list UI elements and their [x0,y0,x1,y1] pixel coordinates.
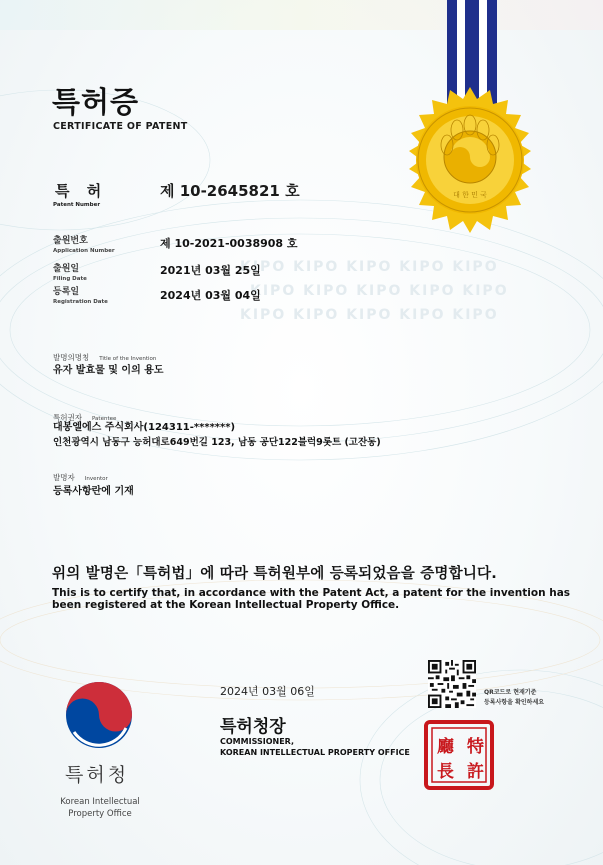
invention-label: 발명의명칭 [53,353,90,362]
patent-number-label-en: Patent Number [53,202,101,208]
declaration-en: This is to certify that, in accordance with the Patent Act, a patent for the invention has been registered at the Korean Intellectual Property Office. [52,587,571,611]
svg-text:KIPO KIPO KIPO KIPO KIPO: KIPO KIPO KIPO KIPO KIPO [240,259,499,275]
inventor-label: 발명자 [53,473,75,482]
kipo-logo-icon [64,680,134,750]
office-name: 특허청 [65,764,130,786]
svg-text:特: 特 [467,737,484,757]
svg-text:許: 許 [467,762,484,782]
commissioner-en-line1: COMMISSIONER, [220,737,295,746]
gold-medal-icon [395,85,545,235]
svg-text:長: 長 [437,762,454,782]
filing-date-label: 출원일 [53,264,80,274]
inventor-value: 등록사항란에 기재 [53,486,134,497]
commissioner-title: 특허청장 [220,717,286,737]
svg-text:KIPO KIPO KIPO KIPO KIPO: KIPO KIPO KIPO KIPO KIPO [250,283,509,299]
svg-text:廳: 廳 [437,737,454,757]
kipo-watermark [240,255,540,345]
patentee-label-en: Patentee [91,416,117,422]
commissioner-title-en [220,736,410,758]
qr-note-line1: QR코드로 현재기준 [484,689,537,696]
application-number-label-en: Application Number [53,248,115,254]
qr-code-icon[interactable] [428,660,476,708]
invention-title: 유자 발효물 및 이의 용도 [53,365,164,376]
office-name-en-line1: Korean Intellectual [60,797,140,807]
official-seal-icon [423,719,495,791]
invention-label-en: Title of the Invention [99,356,157,362]
patent-number-value: 제 10-2645821 호 [160,182,300,200]
registration-date-value: 2024년 03월 04일 [160,289,261,302]
application-number-value: 제 10-2021-0038908 호 [160,237,298,250]
application-number-label: 출원번호 [53,236,88,246]
registration-date-label: 등록일 [53,287,80,297]
patent-number-label: 특 허 [55,182,108,200]
declaration-ko: 위의 발명은「특허법」에 따라 특허원부에 등록되었음을 증명합니다. [52,566,497,582]
svg-text:KIPO KIPO KIPO KIPO KIPO: KIPO KIPO KIPO KIPO KIPO [240,307,499,323]
patentee-label: 특허권자 [53,413,82,422]
qr-note [484,688,544,708]
filing-date-value: 2021년 03월 25일 [160,264,261,277]
medal-text: 대 한 민 국 [453,191,487,199]
commissioner-en-line2: KOREAN INTELLECTUAL PROPERTY OFFICE [220,748,410,757]
inventor-label-en: Inventor [84,476,108,482]
patentee-address: 인천광역시 남동구 능허대로649번길 123, 남동 공단122블럭9롯트 (고잔동) [53,437,381,448]
office-name-en [43,796,157,820]
office-name-en-line2: Property Office [68,809,132,819]
certificate-title-en: CERTIFICATE OF PATENT [53,121,188,132]
certificate-title: 특허증 [52,85,140,119]
issue-date: 2024년 03월 06일 [220,685,315,698]
patentee-name: 대봉엘에스 주식회사(124311-*******) [53,422,236,433]
registration-date-label-en: Registration Date [53,299,108,305]
qr-note-line2: 등록사항을 확인하세요 [484,699,545,706]
filing-date-label-en: Filing Date [53,276,87,282]
